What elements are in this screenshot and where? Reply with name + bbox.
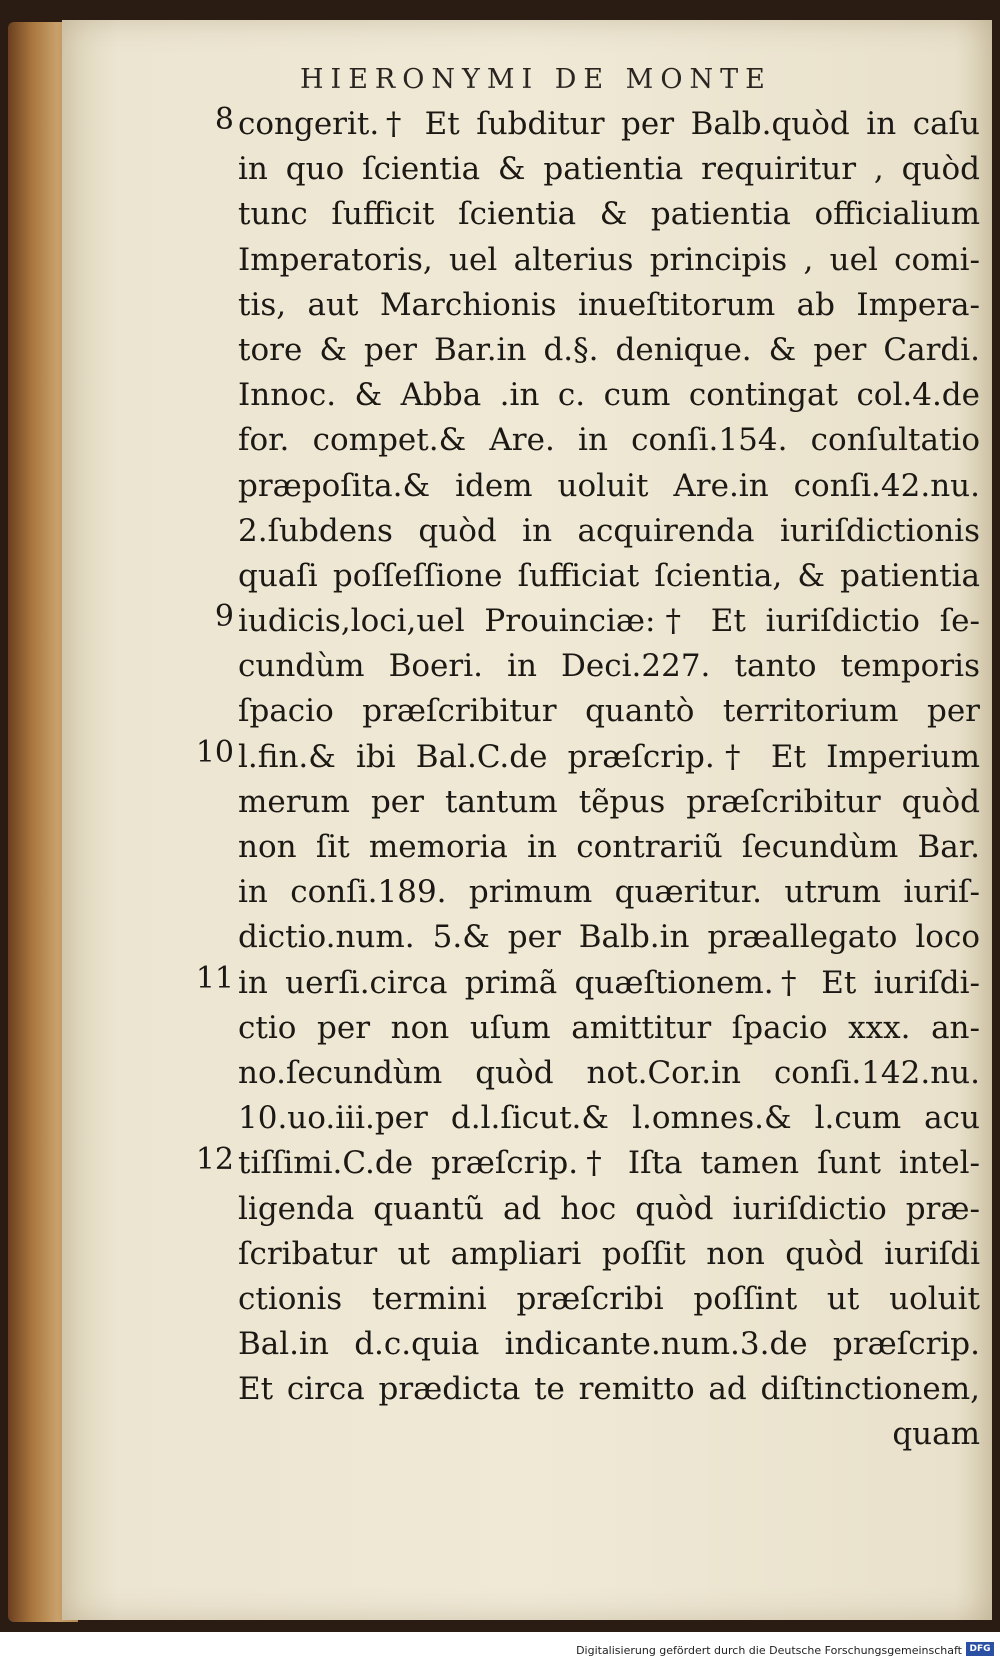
text-line: in conſi.189. primum quæritur. utrum iuriſ- <box>238 874 980 911</box>
text-line: præpoſita.& idem uoluit Are.in conſi.42.nu. <box>238 467 980 504</box>
margin-number: 11 <box>195 960 234 996</box>
text-line: quam <box>892 1416 980 1453</box>
footer-credit: Digitalisierung gefördert durch die Deutsche Forschungsgemeinschaft <box>576 1644 962 1657</box>
text-line: l.fin.& ibi Bal.C.de præſcrip.† Et Imperium <box>238 738 980 775</box>
text-line: dictio.num. 5.& per Balb.in præallegato loco <box>238 919 980 956</box>
text-line: for. compet.& Are. in conſi.154. conſultatio <box>238 422 980 459</box>
text-line: cundùm Boeri. in Deci.227. tanto temporis <box>238 648 980 685</box>
text-line: tore & per Bar.in d.§. denique. & per Cardi. <box>238 331 980 368</box>
text-line: in uerſi.circa primã quæſtionem.† Et iuriſdi- <box>238 964 980 1001</box>
text-line: Innoc. & Abba .in c. cum contingat col.4.de <box>238 377 980 414</box>
text-line: iudicis,loci,uel Prouinciæ:† Et iuriſdictio ſe- <box>238 603 980 640</box>
text-line: ctionis termini præſcribi poſſint ut uoluit <box>238 1280 980 1317</box>
text-line: in quo ſcientia & patientia requiritur , quòd <box>238 151 980 188</box>
text-line: ligenda quantũ ad hoc quòd iuriſdictio præ- <box>238 1190 980 1227</box>
margin-number: 10 <box>195 734 234 770</box>
margin-number: 8 <box>214 102 234 137</box>
text-line: ſpacio præſcribitur quantò territorium per <box>238 693 980 730</box>
text-line: ctio per non uſum amittitur ſpacio xxx. an- <box>238 1009 980 1046</box>
text-line: quaſi poſſeſſione ſufficiat ſcientia, & patientia <box>238 557 980 594</box>
text-line: non ſit memoria in contrariũ ſecundùm Bar. <box>238 829 980 865</box>
dfg-logo: DFG <box>966 1642 994 1656</box>
text-line: no.ſecundùm quòd not.Cor.in conſi.142.nu. <box>238 1054 980 1091</box>
text-line: merum per tantum tẽpus præſcribitur quòd <box>238 783 980 820</box>
text-line: tis, aut Marchionis inueſtitorum ab Impera- <box>238 286 980 323</box>
text-line: Imperatoris, uel alterius principis , uel comi- <box>238 241 980 278</box>
margin-number: 9 <box>214 599 234 635</box>
text-line: Bal.in d.c.quia indicante.num.3.de præſcrip. <box>238 1326 980 1363</box>
text-line: congerit.† Et ſubditur per Balb.quòd in caſu <box>238 106 980 142</box>
text-line: tiſſimi.C.de præſcrip.† Iſta tamen ſunt intel- <box>238 1145 980 1182</box>
body-text <box>238 102 980 1458</box>
text-line: Et circa prædicta te remitto ad diſtinctionem, <box>238 1371 980 1408</box>
text-line: tunc ſufficit ſcientia & patientia officialium <box>238 196 980 233</box>
text-line: 10.uo.iii.per d.l.ſicut.& l.omnes.& l.cum acu <box>238 1100 980 1137</box>
text-line: ſcribatur ut ampliari poſſit non quòd iuriſdi <box>238 1235 980 1272</box>
text-line: 2.ſubdens quòd in acquirenda iuriſdictionis <box>238 512 980 549</box>
running-header: HIERONYMI DE MONTE <box>300 64 772 95</box>
margin-number: 12 <box>195 1141 234 1177</box>
